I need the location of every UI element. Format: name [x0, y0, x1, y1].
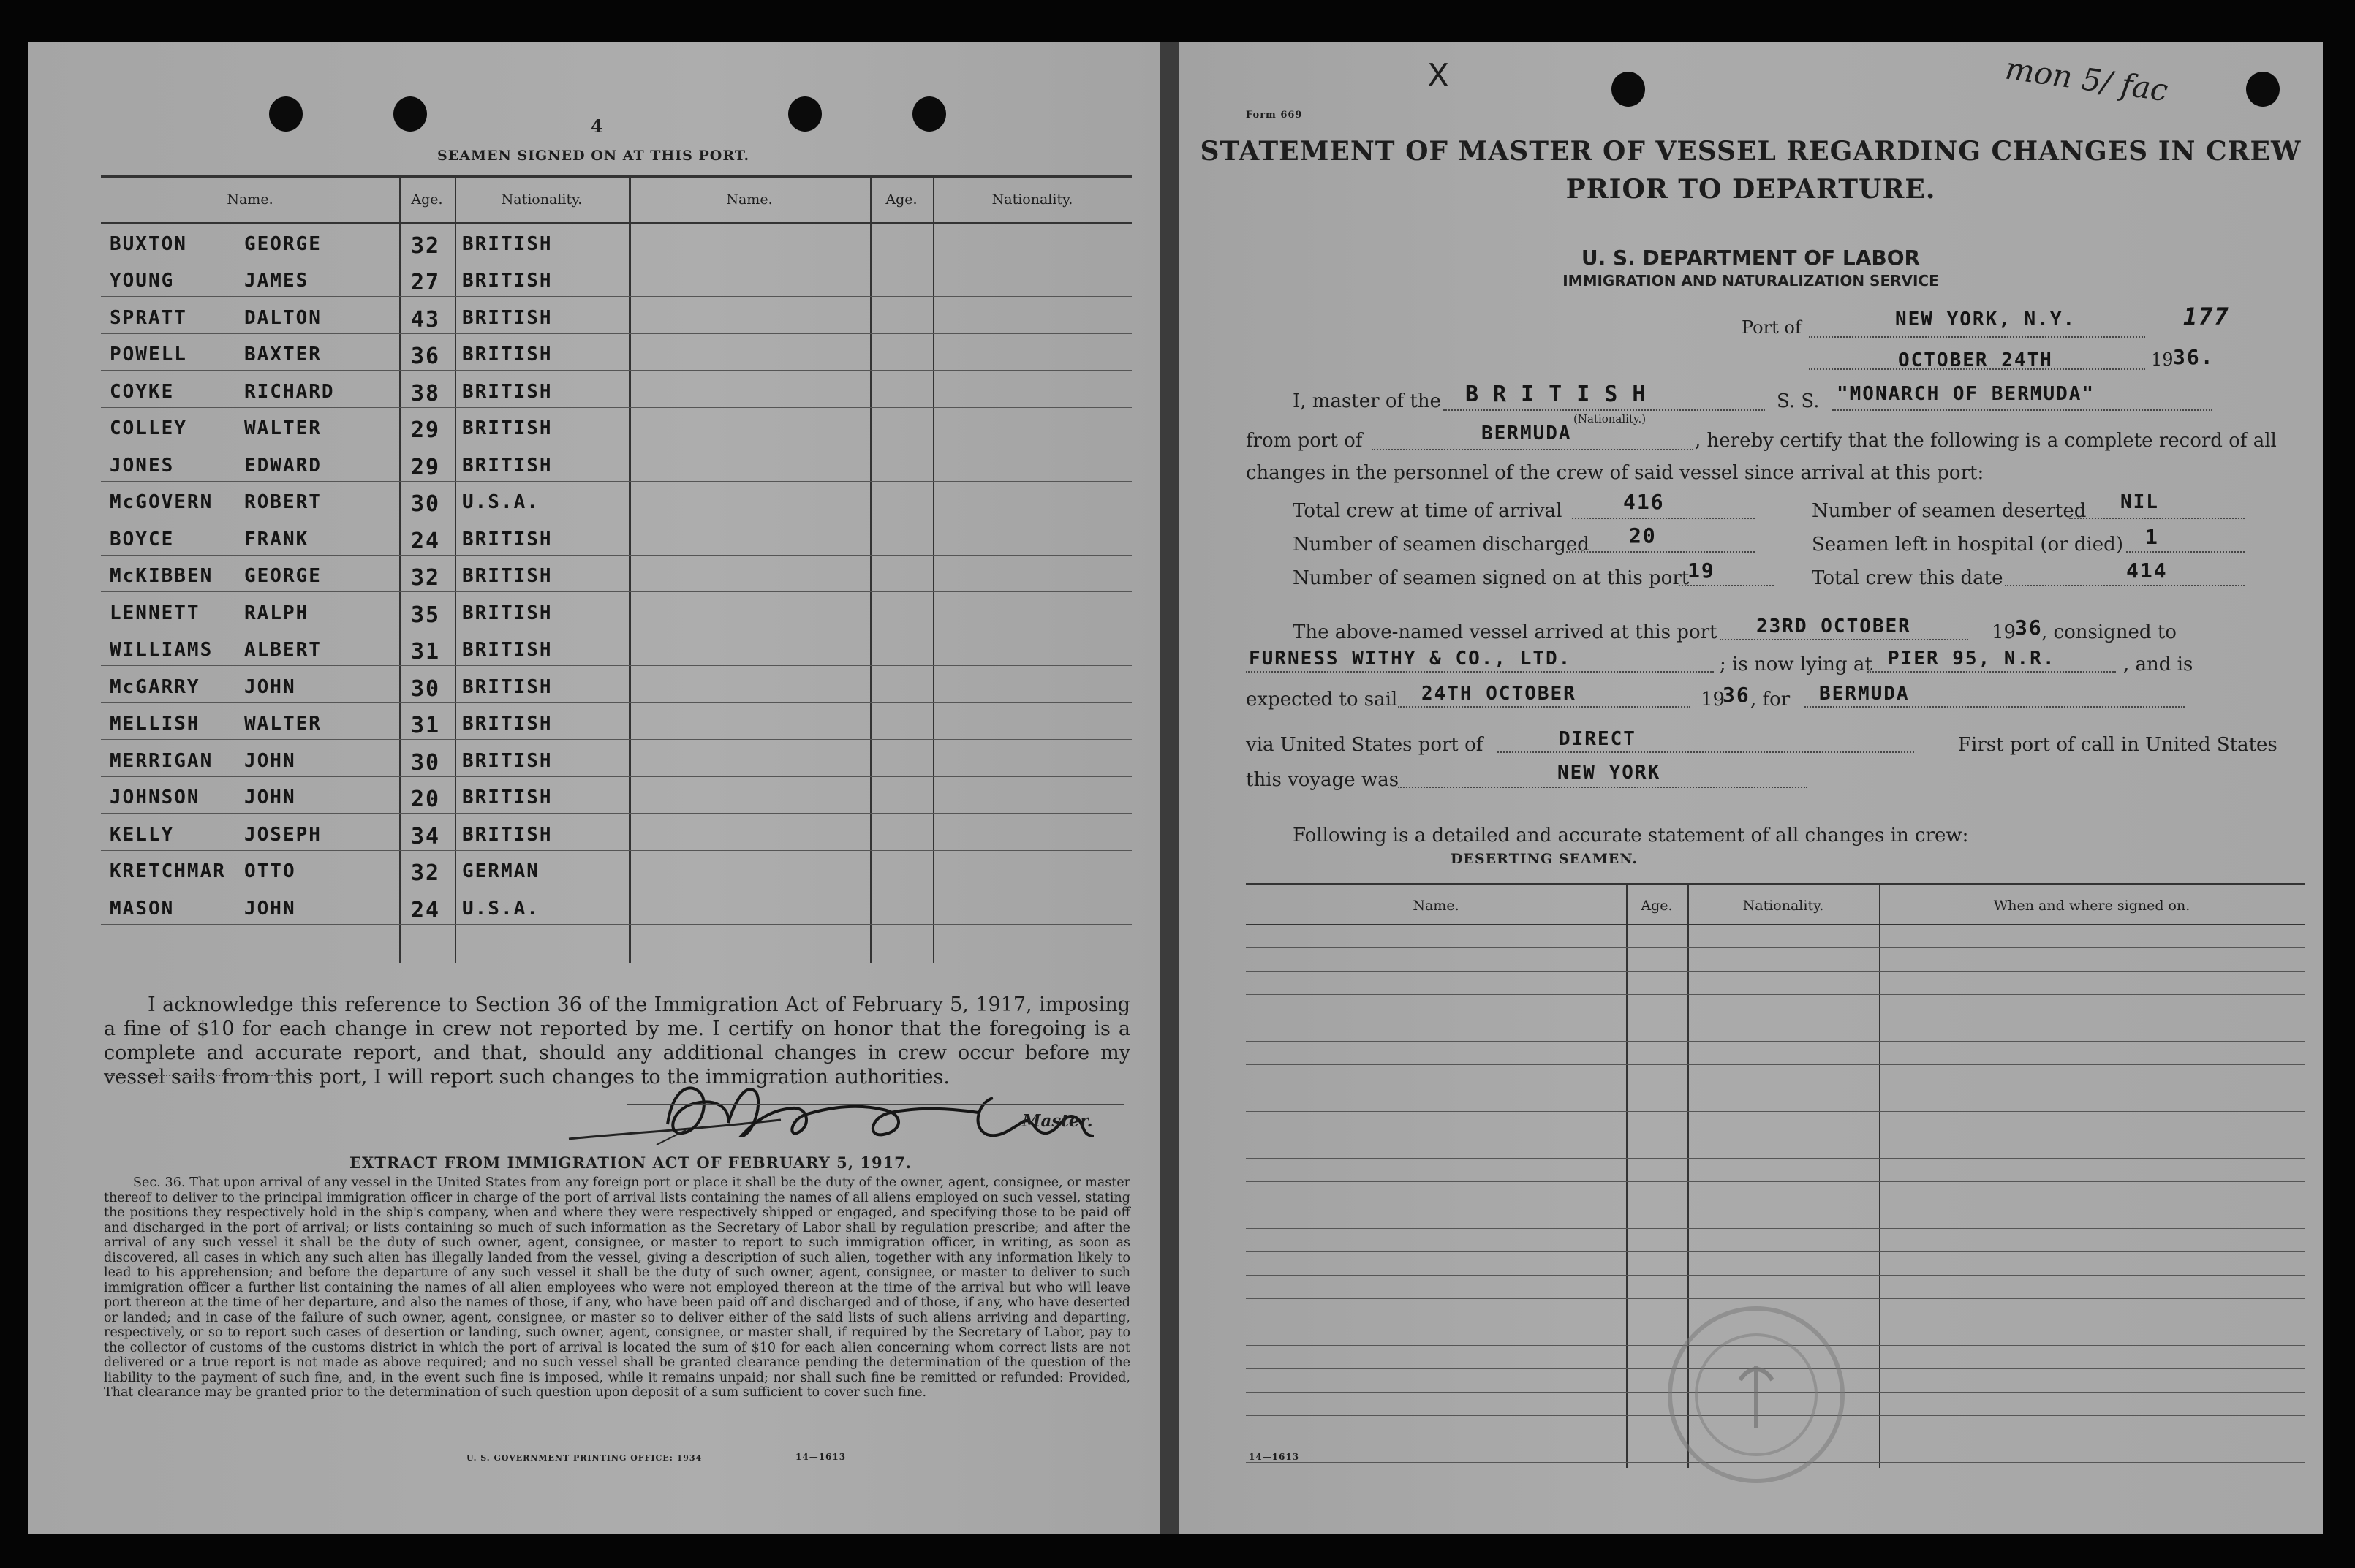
seaman-surname: JOHNSON	[110, 787, 200, 808]
seaman-nationality: BRITISH	[462, 528, 553, 550]
master-signature	[540, 1066, 1168, 1154]
seamen-signed-on-table	[101, 175, 1132, 963]
seaman-nationality: BRITISH	[462, 306, 553, 329]
seaman-nationality: GERMAN	[462, 860, 540, 882]
section-title: SEAMEN SIGNED ON AT THIS PORT.	[437, 148, 750, 164]
table-row	[101, 747, 629, 776]
seaman-surname: SPRATT	[110, 306, 187, 329]
seaman-given-name: JOHN	[244, 787, 296, 808]
port-label: Port of	[1742, 317, 1802, 338]
year-suffix: 36.	[2173, 345, 2215, 369]
column-header-age-2: Age.	[885, 192, 918, 208]
seaman-given-name: JOHN	[244, 897, 296, 920]
via-value: DIRECT	[1559, 728, 1636, 750]
discharged-label: Number of seamen discharged	[1293, 534, 1589, 556]
signed-on-value: 19	[1687, 558, 1715, 583]
seaman-given-name: JOHN	[244, 749, 296, 772]
seaman-nationality: BRITISH	[462, 270, 553, 292]
seaman-age: 32	[411, 860, 441, 886]
table-row	[101, 895, 629, 924]
table-row	[101, 784, 629, 813]
seaman-nationality: BRITISH	[462, 602, 553, 624]
via-label: via United States port of	[1246, 734, 1483, 756]
seaman-age: 36	[411, 344, 441, 369]
right-page	[1179, 42, 2323, 1534]
seaman-age: 29	[411, 454, 441, 480]
seaman-nationality: U.S.A.	[462, 897, 540, 920]
column-header-nationality: Nationality.	[501, 192, 583, 208]
arrived-year-prefix: 19	[1992, 621, 2016, 643]
table-row	[101, 341, 629, 370]
row-rule	[1246, 1181, 2305, 1182]
seaman-surname: YOUNG	[110, 270, 175, 292]
seaman-surname: JONES	[110, 454, 175, 477]
seaman-given-name: DALTON	[244, 306, 322, 329]
seaman-surname: BOYCE	[110, 528, 175, 550]
page-number: 4	[591, 115, 603, 137]
punch-hole	[1611, 72, 1645, 107]
destination-value: BERMUDA	[1819, 683, 1910, 705]
voyage-label: this voyage was	[1246, 769, 1399, 791]
row-rule	[1246, 1041, 2305, 1042]
ship-name: "MONARCH OF BERMUDA"	[1837, 383, 2095, 405]
total-date-label: Total crew this date	[1812, 567, 2003, 589]
row-rule	[101, 370, 1132, 371]
seaman-given-name: RALPH	[244, 602, 309, 624]
row-rule	[1246, 1228, 2305, 1229]
row-rule	[1246, 1158, 2305, 1159]
seaman-age: 35	[411, 602, 441, 628]
table-row	[101, 673, 629, 702]
total-arrival-value: 416	[1623, 490, 1665, 514]
seaman-age: 31	[411, 713, 441, 738]
seaman-surname: MASON	[110, 897, 175, 920]
voyage-value: NEW YORK	[1557, 762, 1661, 784]
deserting-column-nationality: Nationality.	[1742, 898, 1824, 914]
row-rule	[1246, 1111, 2305, 1112]
row-rule	[101, 739, 1132, 740]
column-header-name: Name.	[227, 192, 273, 208]
table-row	[101, 304, 629, 333]
punch-hole	[912, 96, 946, 132]
master-of-label: I, master of the	[1293, 390, 1441, 412]
seaman-given-name: OTTO	[244, 860, 296, 882]
seaman-nationality: BRITISH	[462, 454, 553, 477]
ss-label: S. S.	[1777, 390, 1820, 412]
seaman-nationality: BRITISH	[462, 639, 553, 661]
row-rule	[1246, 994, 2305, 995]
consigned-label: , consigned to	[2041, 621, 2177, 643]
row-rule	[101, 813, 1132, 814]
seaman-given-name: BAXTER	[244, 344, 322, 366]
seaman-surname: MELLISH	[110, 713, 200, 735]
table-row	[101, 526, 629, 555]
column-header-age: Age.	[411, 192, 443, 208]
seaman-age: 24	[411, 528, 441, 554]
table-row	[101, 562, 629, 591]
row-rule	[101, 555, 1132, 556]
nationality-value: BRITISH	[1465, 382, 1660, 407]
column-header-name-2: Name.	[726, 192, 773, 208]
seaman-age: 30	[411, 749, 441, 776]
sail-value: 24TH OCTOBER	[1421, 683, 1576, 705]
seaman-age: 43	[411, 306, 441, 333]
punch-hole	[393, 96, 427, 132]
deserting-column-age: Age.	[1641, 898, 1673, 914]
seaman-age: 24	[411, 897, 441, 923]
mark-x: X	[1427, 57, 1450, 94]
expected-label: expected to sail	[1246, 689, 1398, 711]
total-arrival-label: Total crew at time of arrival	[1293, 500, 1562, 522]
port-value: NEW YORK, N.Y.	[1895, 308, 2076, 330]
lying-label: ; is now lying at	[1720, 654, 1872, 675]
seaman-surname: MERRIGAN	[110, 749, 213, 772]
table-row	[101, 414, 629, 444]
table-row	[101, 378, 629, 407]
table-row	[101, 230, 629, 260]
deserted-value: NIL	[2120, 491, 2159, 513]
arrived-year: 36	[2015, 616, 2043, 640]
seaman-given-name: WALTER	[244, 713, 322, 735]
date-value: OCTOBER 24TH	[1898, 349, 2053, 371]
row-rule	[101, 591, 1132, 592]
form-number: Form 669	[1246, 110, 1303, 121]
seaman-given-name: ALBERT	[244, 639, 322, 661]
form-code-left: 14—1613	[795, 1452, 847, 1462]
extract-title: EXTRACT FROM IMMIGRATION ACT OF FEBRUARY 5, 1917.	[349, 1154, 912, 1172]
row-rule	[1246, 971, 2305, 972]
hospital-value: 1	[2145, 525, 2159, 549]
sail-year: 36	[1723, 683, 1750, 707]
hospital-label: Seamen left in hospital (or died)	[1812, 534, 2123, 556]
form-code-right: 14—1613	[1249, 1452, 1300, 1462]
year-prefix: 19	[2151, 349, 2174, 370]
seaman-nationality: BRITISH	[462, 232, 553, 255]
seaman-given-name: RICHARD	[244, 380, 335, 403]
nationality-label: (Nationality.)	[1573, 412, 1647, 425]
seaman-surname: BUXTON	[110, 232, 187, 255]
row-rule	[101, 407, 1132, 408]
following-label: Following is a detailed and accurate statement of all changes in crew:	[1293, 825, 1969, 847]
table-row	[101, 599, 629, 629]
handwritten-note: mon 5/ fac	[2003, 50, 2171, 109]
table-row	[101, 267, 629, 296]
deserting-title: DESERTING SEAMEN.	[1450, 851, 1638, 867]
seaman-nationality: BRITISH	[462, 675, 553, 698]
table-row	[101, 710, 629, 739]
seaman-nationality: BRITISH	[462, 344, 553, 366]
first-port-label: First port of call in United States	[1958, 734, 2277, 756]
seaman-surname: McKIBBEN	[110, 565, 213, 587]
discharged-value: 20	[1629, 523, 1657, 548]
seaman-age: 20	[411, 787, 441, 812]
column-header-nationality-2: Nationality.	[991, 192, 1073, 208]
from-port-value: BERMUDA	[1481, 423, 1572, 444]
row-rule	[101, 776, 1132, 777]
seaman-surname: COYKE	[110, 380, 175, 403]
and-is-label: , and is	[2123, 654, 2193, 675]
seaman-age: 29	[411, 417, 441, 443]
row-rule	[101, 333, 1132, 334]
seaman-surname: KELLY	[110, 823, 175, 846]
punch-hole	[788, 96, 822, 132]
row-rule	[1246, 1275, 2305, 1276]
row-rule	[101, 665, 1132, 666]
table-row	[101, 821, 629, 850]
form-title-line2: PRIOR TO DEPARTURE.	[1565, 174, 1936, 205]
seaman-given-name: WALTER	[244, 417, 322, 439]
department: U. S. DEPARTMENT OF LABOR	[1581, 246, 1921, 270]
table-row	[101, 636, 629, 665]
form-title-line1: STATEMENT OF MASTER OF VESSEL REGARDING CHANGES IN CREW	[1200, 136, 2302, 167]
row-rule	[1246, 947, 2305, 948]
pier-value: PIER 95, N.R.	[1888, 648, 2056, 670]
acknowledgement-text: I acknowledge this reference to Section 36 of the Immigration Act of February 5, 1917, imposing a fine of $10 for each change in crew not reported by me. I certify on honor that the foregoing is a complete and accurate report, and that, should any additional changes in crew occur before my vessel sails from this port, I will report such changes to the immigration authorities.	[104, 993, 1130, 1088]
row-rule	[101, 924, 1132, 925]
seaman-surname: COLLEY	[110, 417, 187, 439]
seaman-given-name: FRANK	[244, 528, 309, 550]
seaman-given-name: JOHN	[244, 675, 296, 698]
seaman-surname: POWELL	[110, 344, 187, 366]
arrived-label: The above-named vessel arrived at this port	[1293, 621, 1717, 643]
for-label: , for	[1750, 689, 1791, 711]
row-rule	[101, 296, 1132, 297]
arrived-value: 23RD OCTOBER	[1756, 616, 1911, 637]
row-rule	[101, 850, 1132, 851]
row-rule	[1246, 1064, 2305, 1065]
row-rule	[101, 702, 1132, 703]
service: IMMIGRATION AND NATURALIZATION SERVICE	[1562, 272, 1939, 289]
seaman-nationality: BRITISH	[462, 787, 553, 808]
seaman-surname: McGOVERN	[110, 491, 213, 513]
official-stamp	[1647, 1285, 1866, 1504]
total-date-value: 414	[2126, 558, 2168, 583]
seaman-age: 32	[411, 565, 441, 591]
consignee-value: FURNESS WITHY & CO., LTD.	[1249, 648, 1572, 670]
table-row	[101, 452, 629, 481]
seaman-age: 34	[411, 823, 441, 849]
book-spine	[1160, 42, 1179, 1534]
seaman-given-name: ROBERT	[244, 491, 322, 513]
seaman-nationality: U.S.A.	[462, 491, 540, 513]
seaman-surname: LENNETT	[110, 602, 200, 624]
seaman-nationality: BRITISH	[462, 713, 553, 735]
certify-text: , hereby certify that the following is a complete record of all	[1695, 430, 2277, 452]
master-label: Master.	[1022, 1111, 1093, 1131]
left-page	[28, 42, 1160, 1534]
seaman-surname: KRETCHMAR	[110, 860, 226, 882]
seaman-age: 32	[411, 232, 441, 259]
seaman-age: 30	[411, 491, 441, 517]
seaman-surname: WILLIAMS	[110, 639, 213, 661]
signed-on-label: Number of seamen signed on at this port	[1293, 567, 1690, 589]
row-rule	[1246, 1251, 2305, 1252]
seaman-age: 38	[411, 380, 441, 406]
table-row	[101, 488, 629, 518]
seaman-nationality: BRITISH	[462, 417, 553, 439]
deserting-column-signed-on: When and where signed on.	[1993, 898, 2190, 914]
table-row	[101, 857, 629, 887]
seaman-given-name: JAMES	[244, 270, 309, 292]
seaman-age: 30	[411, 675, 441, 702]
changes-text: changes in the personnel of the crew of said vessel since arrival at this port:	[1246, 462, 1984, 484]
extract-text: Sec. 36. That upon arrival of any vessel in the United States from any foreign port or place it shall be the duty of the owner, agent, consignee, or master thereof to deliver to the principal immigration officer in charge of the port of arrival lists containing the names of all aliens employed on such vessel, stating the positions they respectively hold in the ship's company, when and where they were respectively shipped or engaged, and specifying those to be paid off and discharged in the port of arrival; or lists containing so much of such information as the Secretary of Labor shall by regulation prescribe; and after the arrival of any such vessel it shall be the duty of such owner, agent, consignee, or master to report to such immigration officer, in writing, as soon as discovered, all cases in which any such alien has illegally landed from the vessel, giving a description of such alien, together with any information likely to lead to his apprehension; and before the departure of any such vessel it shall be the duty of such owner, agent, consignee, or master to deliver to such immigration officer a further list containing the names of all alien employees who were not employed thereon at the time of the arrival but who will leave port thereon at the time of her departure, and also the names of those, if any, who have been paid off and discharged and of those, if any, who have deserted or landed; and in case of the failure of such owner, agent, consignee, or master so to deliver either of the said lists of such aliens arriving and departing, respectively, or so to report such cases of desertion or landing, such owner, agent, consignee, or master shall, if required by the Secretary of Labor, pay to the collector of customs of the customs district in which the port of arrival is located the sum of $10 for each alien concerning whom correct lists are not delivered or a true report is not made as above required; and no such vessel shall be granted clearance pending the determination of the question of the liability to the payment of such fine, and, in the event such fine is imposed, while it remains unpaid; nor shall such fine be remitted or refunded: Provided, That clearance may be granted prior to the determination of such question upon deposit of a sum sufficient to cover such fine.	[104, 1175, 1130, 1400]
seaman-given-name: GEORGE	[244, 565, 322, 587]
record-number: 177	[2183, 303, 2230, 330]
seaman-age: 27	[411, 270, 441, 295]
seaman-given-name: EDWARD	[244, 454, 322, 477]
row-rule	[101, 481, 1132, 482]
sail-year-prefix: 19	[1701, 689, 1725, 711]
seaman-surname: McGARRY	[110, 675, 200, 698]
seaman-nationality: BRITISH	[462, 823, 553, 846]
printing-office: U. S. GOVERNMENT PRINTING OFFICE: 1934	[466, 1453, 703, 1463]
deserting-column-name: Name.	[1413, 898, 1459, 914]
seaman-given-name: GEORGE	[244, 232, 322, 255]
punch-hole	[2246, 72, 2280, 107]
from-port-label: from port of	[1246, 430, 1363, 452]
seaman-nationality: BRITISH	[462, 380, 553, 403]
seaman-given-name: JOSEPH	[244, 823, 322, 846]
seaman-nationality: BRITISH	[462, 565, 553, 587]
punch-hole	[269, 96, 303, 132]
seaman-age: 31	[411, 639, 441, 664]
seaman-nationality: BRITISH	[462, 749, 553, 772]
deserted-label: Number of seamen deserted	[1812, 500, 2087, 522]
